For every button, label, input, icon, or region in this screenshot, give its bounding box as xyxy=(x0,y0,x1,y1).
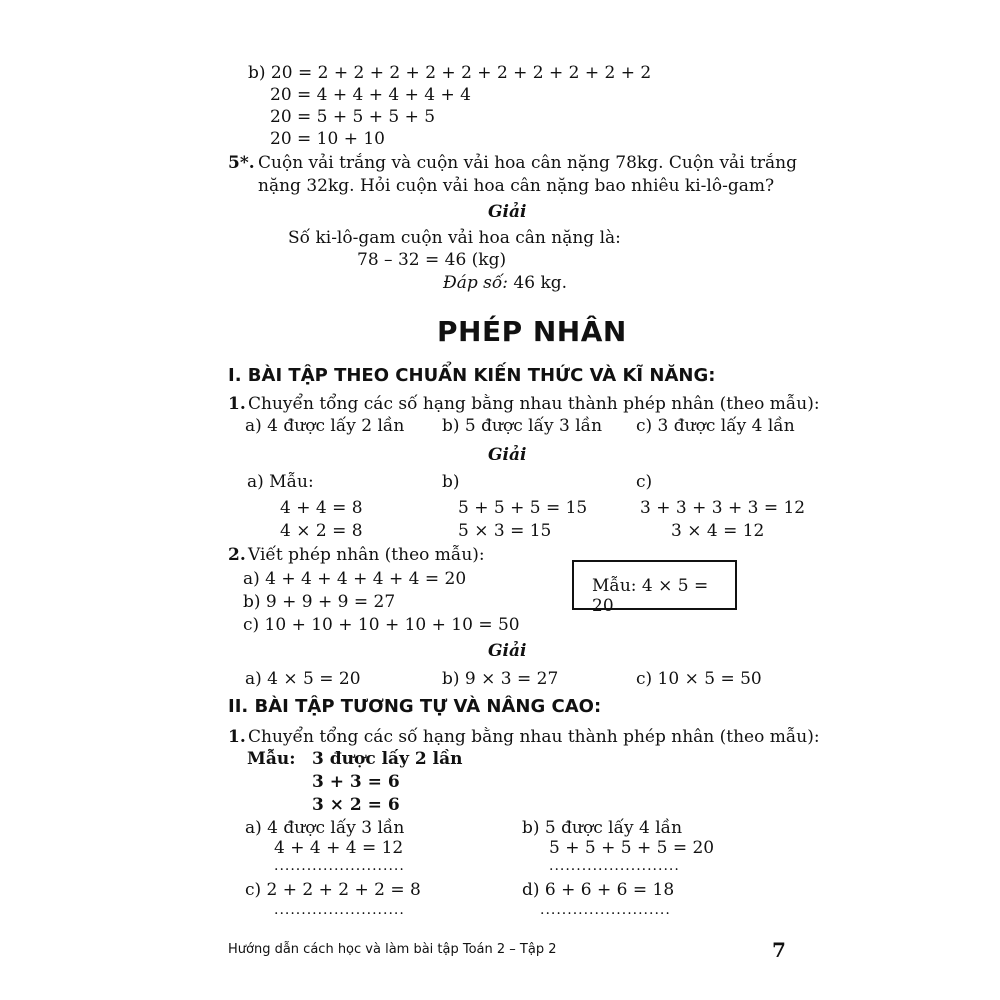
s1-q1-a-line1: 4 + 4 = 8 xyxy=(280,498,363,518)
answer-line xyxy=(443,273,567,293)
problem-5-number: 5*. xyxy=(228,153,255,173)
s2-q1-number: 1. xyxy=(228,727,246,747)
prev-line-b: b) 20 = 2 + 2 + 2 + 2 + 2 + 2 + 2 + 2 + 2 + 2 xyxy=(248,63,652,83)
s2-q1-example-line3: 3 × 2 = 6 xyxy=(312,795,400,815)
s1-q1-b-line1: 5 + 5 + 5 = 15 xyxy=(458,498,588,518)
s2-q1-a-blank: ........................ xyxy=(274,858,405,874)
prev-line-4: 20 = 10 + 10 xyxy=(270,129,385,149)
s2-q1-text: Chuyển tổng các số hạng bằng nhau thành phép nhân (theo mẫu): xyxy=(248,727,820,747)
s1-q1-c-line2: 3 × 4 = 12 xyxy=(671,521,765,541)
s1-q2-solution-heading: Giải xyxy=(488,641,527,661)
s1-q1-text: Chuyển tổng các số hạng bằng nhau thành phép nhân (theo mẫu): xyxy=(248,394,820,414)
s1-q2-item-c: c) 10 + 10 + 10 + 10 + 10 = 50 xyxy=(243,615,520,635)
s2-q1-d-label: d) 6 + 6 + 6 = 18 xyxy=(522,880,675,900)
s1-q1-c-label: c) xyxy=(636,472,653,492)
s2-q1-d-blank: ........................ xyxy=(540,902,671,918)
s2-q1-b-label: b) 5 được lấy 4 lần xyxy=(522,818,683,838)
s2-q1-c-label: c) 2 + 2 + 2 + 2 = 8 xyxy=(245,880,421,900)
problem-5-text-line1: Cuộn vải trắng và cuộn vải hoa cân nặng 78kg. Cuộn vải trắng xyxy=(258,153,797,173)
prev-line-2: 20 = 4 + 4 + 4 + 4 + 4 xyxy=(270,85,471,105)
s2-q1-b-line1: 5 + 5 + 5 + 5 = 20 xyxy=(549,838,715,858)
s1-q1-b-label: b) xyxy=(442,472,460,492)
example-box xyxy=(572,560,737,616)
s1-q2-answer-a: a) 4 × 5 = 20 xyxy=(245,669,361,689)
s2-q1-example-label: Mẫu: xyxy=(247,749,296,769)
s1-q2-item-a: a) 4 + 4 + 4 + 4 + 4 = 20 xyxy=(243,569,467,589)
s1-q2-number: 2. xyxy=(228,545,246,565)
s1-q2-answer-b: b) 9 × 3 = 27 xyxy=(442,669,559,689)
s1-q1-a-label: a) Mẫu: xyxy=(247,472,314,492)
page-number: 7 xyxy=(772,938,786,962)
problem-5-text-line2: nặng 32kg. Hỏi cuộn vải hoa cân nặng bao nhiêu ki-lô-gam? xyxy=(258,176,775,196)
s1-q2-text: Viết phép nhân (theo mẫu): xyxy=(248,545,485,565)
s1-q1-number: 1. xyxy=(228,394,246,414)
s1-q1-b-line2: 5 × 3 = 15 xyxy=(458,521,552,541)
s2-q1-a-label: a) 4 được lấy 3 lần xyxy=(245,818,405,838)
page-footer: Hướng dẫn cách học và làm bài tập Toán 2 – Tập 2 xyxy=(228,942,557,957)
section-1-heading: I. BÀI TẬP THEO CHUẨN KIẾN THỨC VÀ KĨ NĂNG: xyxy=(228,365,716,386)
s1-q1-solution-heading: Giải xyxy=(488,445,527,465)
answer-label: Đáp số: xyxy=(443,273,508,293)
s1-q2-answer-c: c) 10 × 5 = 50 xyxy=(636,669,762,689)
s1-q1-opt-b: b) 5 được lấy 3 lần xyxy=(442,416,603,436)
s1-q2-item-b: b) 9 + 9 + 9 = 27 xyxy=(243,592,396,612)
page-title: PHÉP NHÂN xyxy=(437,315,627,348)
s2-q1-example-line2: 3 + 3 = 6 xyxy=(312,772,400,792)
solution-line1: Số ki-lô-gam cuộn vải hoa cân nặng là: xyxy=(288,228,621,248)
prev-line-3: 20 = 5 + 5 + 5 + 5 xyxy=(270,107,436,127)
solution-heading: Giải xyxy=(488,202,527,222)
s1-q1-opt-a: a) 4 được lấy 2 lần xyxy=(245,416,405,436)
solution-line2: 78 – 32 = 46 (kg) xyxy=(357,250,507,270)
section-2-heading: II. BÀI TẬP TƯƠNG TỰ VÀ NÂNG CAO: xyxy=(228,696,602,717)
example-box-text: Mẫu: 4 × 5 = 20 xyxy=(592,576,709,616)
s2-q1-b-blank: ........................ xyxy=(549,858,680,874)
s2-q1-a-line1: 4 + 4 + 4 = 12 xyxy=(274,838,404,858)
s2-q1-example-line1: 3 được lấy 2 lần xyxy=(312,749,463,769)
s1-q1-opt-c: c) 3 được lấy 4 lần xyxy=(636,416,795,436)
s1-q1-c-line1: 3 + 3 + 3 + 3 = 12 xyxy=(640,498,806,518)
s1-q1-a-line2: 4 × 2 = 8 xyxy=(280,521,363,541)
s2-q1-c-blank: ........................ xyxy=(274,902,405,918)
answer-value: 46 kg. xyxy=(513,273,568,293)
